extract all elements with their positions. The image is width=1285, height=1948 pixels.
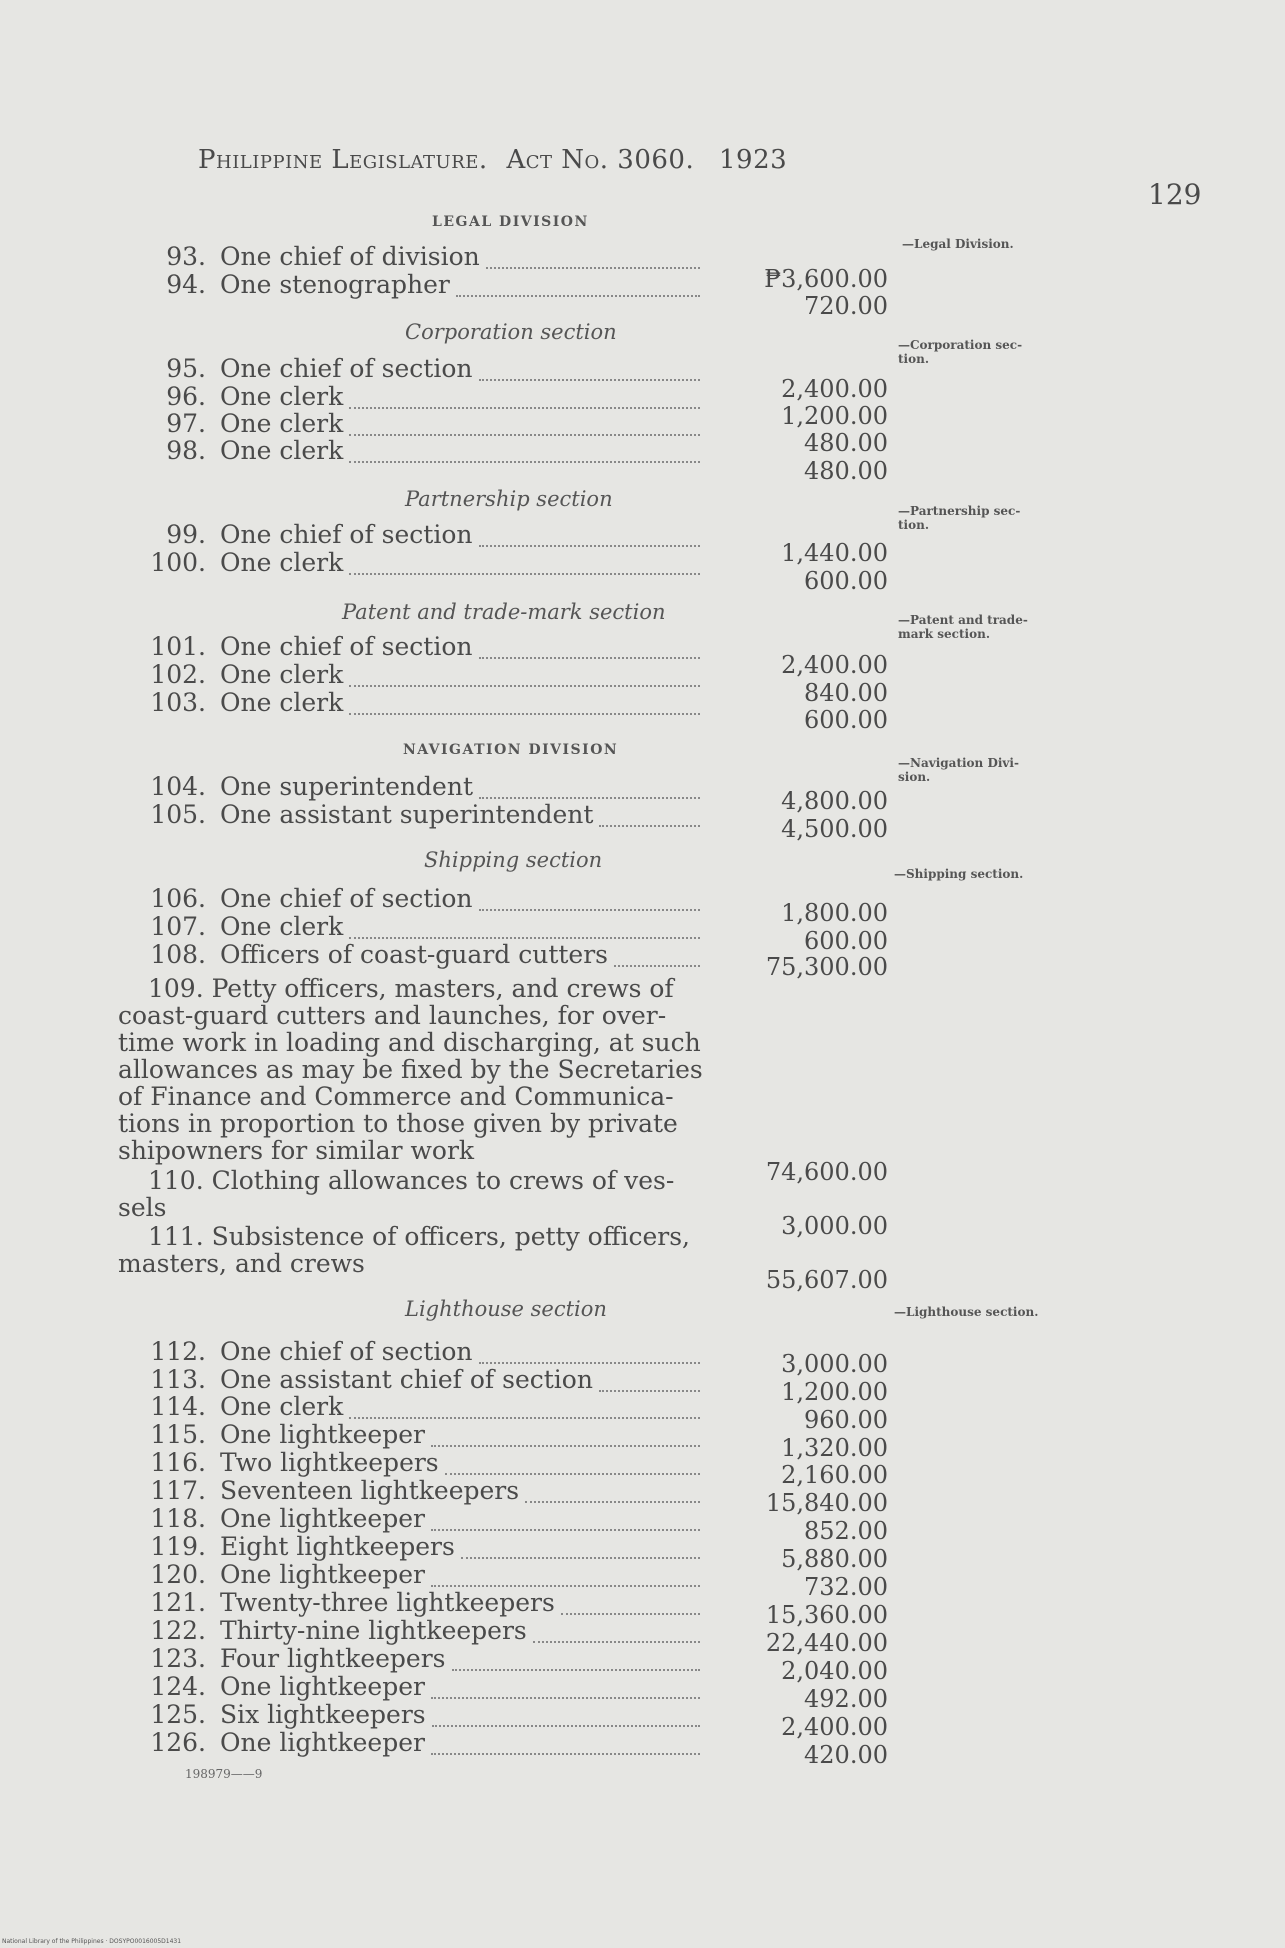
item-number: 103. — [150, 688, 206, 717]
amount-value: 1,200.00 — [781, 402, 888, 430]
item-number: 126. — [150, 1728, 206, 1757]
amount-value: 420.00 — [804, 1741, 888, 1769]
amount-value: 2,160.00 — [781, 1461, 888, 1489]
heading-lighthouse-section: Lighthouse section — [405, 1297, 607, 1321]
header-act: Act No. 3060. — [506, 145, 695, 175]
dot-leader — [452, 1668, 700, 1671]
item-description: One clerk — [220, 660, 344, 689]
amount-value: 840.00 — [804, 679, 888, 707]
paragraph-line: shipowners for similar work — [118, 1136, 475, 1165]
item-description: Twenty-three lightkeepers — [220, 1588, 555, 1617]
item-description: One assistant superintendent — [220, 800, 594, 829]
item-description: Eight lightkeepers — [220, 1532, 455, 1561]
margin-note-corporation-a: —Corporation sec- — [898, 338, 1023, 352]
dot-leader — [479, 656, 700, 659]
item-number: 108. — [150, 940, 206, 969]
dot-leader — [561, 1612, 700, 1615]
margin-note-navigation-b: sion. — [898, 770, 931, 784]
amount-value: 732.00 — [804, 1573, 888, 1601]
item-110-paragraph — [118, 1167, 698, 1221]
dot-leader — [349, 936, 700, 939]
footer-signature: 198979——9 — [185, 1767, 263, 1781]
paragraph-line: masters, and crews — [118, 1249, 365, 1278]
dot-leader — [479, 544, 700, 547]
item-number: 113. — [150, 1365, 206, 1394]
amount-value: 2,400.00 — [781, 1713, 888, 1741]
dot-leader — [431, 1528, 700, 1531]
amount-value: 480.00 — [804, 429, 888, 457]
item-number: 115. — [150, 1420, 206, 1449]
amount-value: 15,840.00 — [765, 1489, 888, 1517]
item-number: 118. — [150, 1504, 206, 1533]
margin-note-partnership-b: tion. — [898, 518, 930, 532]
item-number: 117. — [150, 1476, 206, 1505]
item-number: 95. — [166, 354, 206, 383]
paragraph-line: sels — [118, 1193, 167, 1222]
item-description: One clerk — [220, 382, 344, 411]
item-description: One clerk — [220, 912, 344, 941]
item-description: One chief of section — [220, 632, 473, 661]
item-description: Officers of coast-guard cutters — [220, 940, 608, 969]
item-number: 116. — [150, 1448, 206, 1477]
item-description: One clerk — [220, 1392, 344, 1421]
item-number: 102. — [150, 660, 206, 689]
item-number: 105. — [150, 800, 206, 829]
dot-leader — [461, 1556, 700, 1559]
scan-credit: National Library of the Philippines · DOSYPO0016005D1431 — [2, 1938, 182, 1945]
heading-partnership-section: Partnership section — [405, 487, 613, 511]
dot-leader — [349, 406, 700, 409]
amount-value: 55,607.00 — [765, 1266, 888, 1294]
item-description: One clerk — [220, 409, 344, 438]
amount-value: 480.00 — [804, 457, 888, 485]
paragraph-line: allowances as may be fixed by the Secretaries — [118, 1055, 703, 1084]
amount-value: 2,400.00 — [781, 375, 888, 403]
amount-value: 2,040.00 — [781, 1657, 888, 1685]
paragraph-line: 110. Clothing allowances to crews of ves- — [148, 1166, 675, 1195]
item-description: One clerk — [220, 436, 344, 465]
amount-value: 2,400.00 — [781, 651, 888, 679]
paragraph-line: of Finance and Commerce and Communica- — [118, 1082, 674, 1111]
item-description: One lightkeeper — [220, 1728, 425, 1757]
dot-leader — [445, 1472, 700, 1475]
dot-leader — [349, 712, 700, 715]
amount-value: 600.00 — [804, 706, 888, 734]
dot-leader — [431, 1752, 700, 1755]
dot-leader — [349, 572, 700, 575]
dot-leader — [431, 1584, 700, 1587]
dot-leader — [479, 1361, 700, 1364]
running-header — [198, 145, 787, 175]
item-description: One chief of section — [220, 884, 473, 913]
dot-leader — [486, 266, 700, 269]
item-number: 120. — [150, 1560, 206, 1589]
margin-note-patent-a: —Patent and trade- — [898, 613, 1028, 627]
paragraph-line: coast-guard cutters and launches, for over- — [118, 1001, 667, 1030]
item-description: One clerk — [220, 548, 344, 577]
dot-leader — [614, 964, 700, 967]
item-description: One lightkeeper — [220, 1504, 425, 1533]
header-legislature: Philippine Legislature. — [198, 145, 488, 175]
item-description: One superintendent — [220, 772, 474, 801]
heading-legal-division: LEGAL DIVISION — [432, 214, 589, 230]
item-number: 101. — [150, 632, 206, 661]
item-description: One chief of division — [220, 242, 480, 271]
amount-value: 852.00 — [804, 1517, 888, 1545]
item-number: 97. — [166, 409, 206, 438]
paragraph-line: 111. Subsistence of officers, petty officers, — [148, 1222, 691, 1251]
dot-leader — [349, 1416, 700, 1419]
item-number: 96. — [166, 382, 206, 411]
item-number: 98. — [166, 436, 206, 465]
amount-value: 1,440.00 — [781, 539, 888, 567]
item-description: Four lightkeepers — [220, 1644, 446, 1673]
item-number: 125. — [150, 1700, 206, 1729]
dot-leader — [456, 294, 700, 297]
item-number: 104. — [150, 772, 206, 801]
heading-patent-section: Patent and trade-mark section — [342, 600, 666, 624]
dot-leader — [431, 1696, 700, 1699]
dot-leader — [525, 1500, 700, 1503]
margin-note-lighthouse: —Lighthouse section. — [894, 1305, 1039, 1319]
dot-leader — [432, 1724, 700, 1727]
item-description: Seventeen lightkeepers — [220, 1476, 520, 1505]
margin-note-corporation — [898, 338, 1022, 366]
amount-value: 1,200.00 — [781, 1378, 888, 1406]
item-description: One lightkeeper — [220, 1672, 425, 1701]
amount-value: 15,360.00 — [765, 1601, 888, 1629]
margin-note-patent-b: mark section. — [898, 627, 990, 641]
item-description: Two lightkeepers — [220, 1448, 439, 1477]
margin-note-legal: —Legal Division. — [902, 237, 1014, 251]
item-number: 121. — [150, 1588, 206, 1617]
dot-leader — [479, 796, 700, 799]
item-number: 114. — [150, 1392, 206, 1421]
item-description: One stenographer — [220, 270, 450, 299]
item-number: 123. — [150, 1644, 206, 1673]
paragraph-line: tions in proportion to those given by private — [118, 1109, 678, 1138]
heading-navigation-division: NAVIGATION DIVISION — [403, 742, 619, 758]
dot-leader — [479, 908, 700, 911]
paragraph-line: 109. Petty officers, masters, and crews of — [148, 974, 674, 1003]
item-description: One lightkeeper — [220, 1420, 425, 1449]
item-number: 107. — [150, 912, 206, 941]
item-description: One lightkeeper — [220, 1560, 425, 1589]
amount-value: 1,320.00 — [781, 1434, 888, 1462]
item-number: 99. — [166, 520, 206, 549]
item-number: 122. — [150, 1616, 206, 1645]
amount-value: ₱3,600.00 — [764, 265, 888, 293]
heading-corporation-section: Corporation section — [405, 320, 617, 344]
dot-leader — [533, 1640, 700, 1643]
dot-leader — [599, 1389, 700, 1392]
amount-value: 3,000.00 — [781, 1212, 888, 1240]
amount-value: 3,000.00 — [781, 1350, 888, 1378]
item-number: 94. — [166, 270, 206, 299]
item-description: One chief of section — [220, 520, 473, 549]
heading-shipping-section: Shipping section — [424, 848, 603, 872]
margin-note-partnership — [898, 504, 1020, 532]
item-109-paragraph — [118, 974, 703, 1165]
dot-leader — [349, 460, 700, 463]
item-number: 100. — [150, 548, 206, 577]
amount-value: 75,300.00 — [765, 953, 888, 981]
item-number: 124. — [150, 1672, 206, 1701]
margin-note-navigation — [898, 756, 1019, 784]
margin-note-partnership-a: —Partnership sec- — [898, 504, 1021, 518]
item-number: 119. — [150, 1532, 206, 1561]
amount-value: 74,600.00 — [765, 1158, 888, 1186]
dot-leader — [349, 684, 700, 687]
page-number: 129 — [1148, 178, 1202, 211]
amount-value: 600.00 — [804, 567, 888, 595]
item-description: One chief of section — [220, 1337, 473, 1366]
item-number: 93. — [166, 242, 206, 271]
dot-leader — [349, 433, 700, 436]
header-year: 1923 — [719, 145, 788, 175]
margin-note-patent — [898, 613, 1028, 641]
item-description: One assistant chief of section — [220, 1365, 593, 1394]
amount-value: 5,880.00 — [781, 1545, 888, 1573]
margin-note-shipping: —Shipping section. — [894, 867, 1024, 881]
amount-value: 4,800.00 — [781, 787, 888, 815]
item-111-paragraph — [118, 1223, 698, 1277]
amount-value: 600.00 — [804, 927, 888, 955]
dot-leader — [431, 1444, 700, 1447]
amount-value: 492.00 — [804, 1685, 888, 1713]
dot-leader — [479, 378, 700, 381]
margin-note-navigation-a: —Navigation Divi- — [898, 756, 1019, 770]
item-description: Thirty-nine lightkeepers — [220, 1616, 527, 1645]
item-description: One chief of section — [220, 354, 473, 383]
paragraph-line: time work in loading and discharging, at such — [118, 1028, 701, 1057]
item-description: Six lightkeepers — [220, 1700, 426, 1729]
margin-note-corporation-b: tion. — [898, 352, 930, 366]
amount-value: 4,500.00 — [781, 815, 888, 843]
item-number: 106. — [150, 884, 206, 913]
amount-value: 22,440.00 — [765, 1629, 888, 1657]
item-number: 112. — [150, 1337, 206, 1366]
amount-value: 720.00 — [804, 292, 888, 320]
amount-value: 960.00 — [804, 1406, 888, 1434]
dot-leader — [599, 824, 700, 827]
item-description: One clerk — [220, 688, 344, 717]
amount-value: 1,800.00 — [781, 899, 888, 927]
